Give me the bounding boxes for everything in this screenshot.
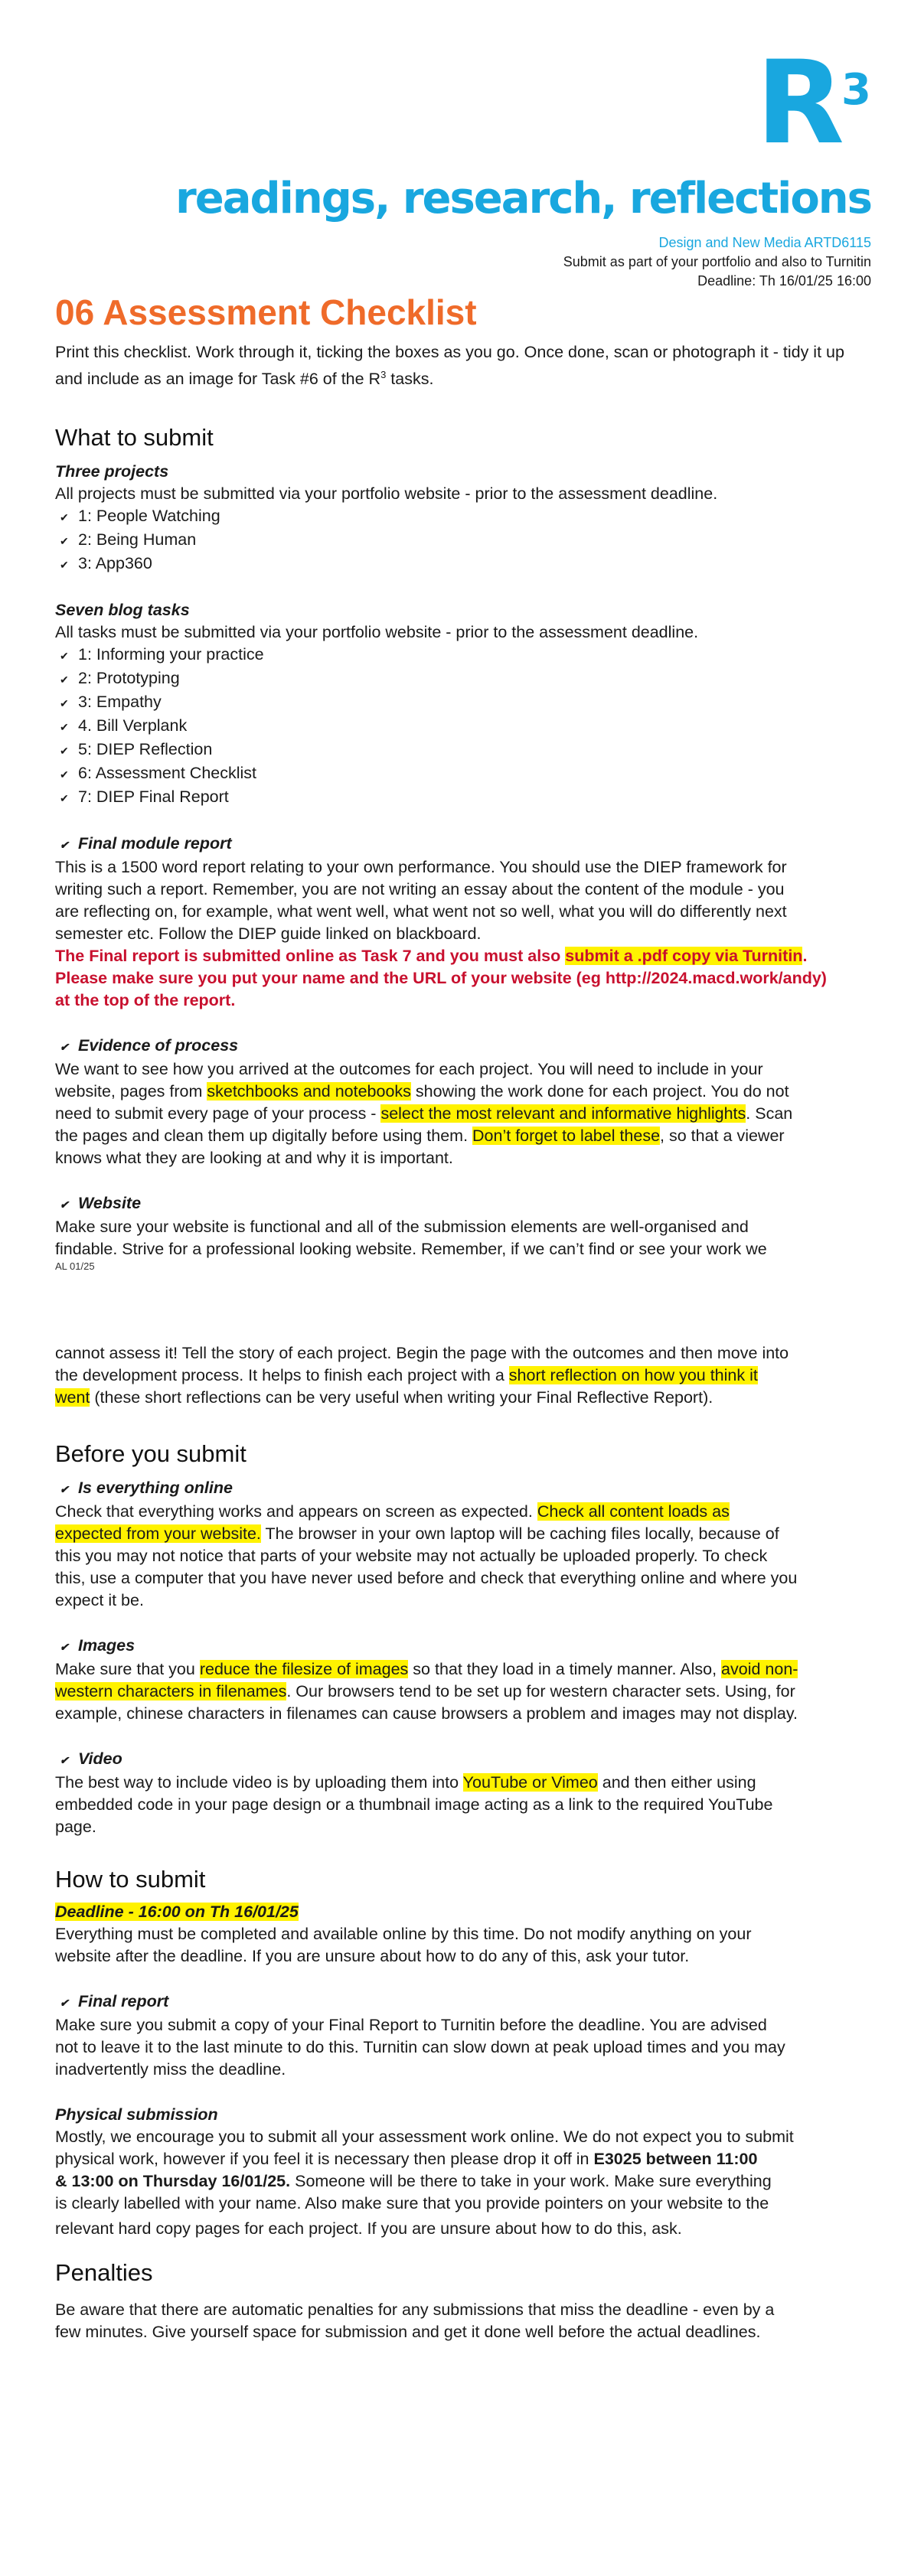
video-text: and then either using	[597, 1773, 756, 1792]
before-section	[55, 1439, 856, 1838]
highlight: sketchbooks and notebooks	[207, 1082, 411, 1101]
physical-text: physical work, however if you feel it is necessary then please drop it off in	[55, 2150, 594, 2168]
evidence-line: We want to see how you arrived at the outcomes for each project. You will need to include in your	[55, 1060, 763, 1078]
images-line: example, chinese characters in filenames can cause browsers a problem and images may not display.	[55, 1704, 798, 1723]
evidence-text: website, pages from	[55, 1082, 207, 1101]
blog-item[interactable]: ✔ 3: Empathy	[55, 691, 856, 715]
projects-title: Three projects	[55, 462, 169, 481]
course-name: Design and New Media ARTD6115	[658, 235, 871, 250]
physical-bold: & 13:00 on Thursday 16/01/25.	[55, 2172, 291, 2190]
highlight: western characters in filenames	[55, 1682, 287, 1700]
deadline-label: Deadline - 16:00 on Th 16/01/25	[55, 1903, 299, 1921]
project-item[interactable]: ✔ 2: Being Human	[55, 529, 856, 553]
blog-title: Seven blog tasks	[55, 601, 190, 619]
intro-sup: 3	[380, 369, 387, 380]
blog-item[interactable]: ✔ 2: Prototyping	[55, 667, 856, 691]
highlight: short reflection on how you think it	[508, 1366, 758, 1384]
report-notice: The Final report is submitted online as Task 7 and you must also	[55, 947, 566, 965]
website-line: Make sure your website is functional and all of the submission elements are well-organised and	[55, 1218, 749, 1236]
deadline-line: Deadline: Th 16/01/25 16:00	[697, 273, 871, 289]
evidence-text: need to submit every page of your process -	[55, 1104, 381, 1123]
blog-item[interactable]: ✔ 4. Bill Verplank	[55, 715, 856, 739]
evidence-line: knows what they are looking at and why it is important.	[55, 1149, 453, 1167]
physical-title: Physical submission	[55, 2105, 218, 2124]
images-text: so that they load in a timely manner. Also,	[408, 1660, 722, 1678]
blog-item[interactable]: ✔ 7: DIEP Final Report	[55, 786, 856, 810]
online-line: this, use a computer that you have never used before and check that everything online and where you	[55, 1569, 798, 1587]
turnitin-highlight: submit a .pdf copy via Turnitin	[565, 947, 803, 965]
highlight: Check all content loads as	[537, 1502, 730, 1521]
images-text: Make sure that you	[55, 1660, 200, 1678]
blog-desc: All tasks must be submitted via your portfolio website - prior to the assessment deadline.	[55, 623, 699, 641]
penalties-line: Be aware that there are automatic penalties for any submissions that miss the deadline - even by a	[55, 2300, 775, 2319]
intro	[55, 341, 856, 390]
project-item[interactable]: ✔ 1: People Watching	[55, 505, 856, 529]
website-continued	[55, 1342, 856, 1409]
report-notice: at the top of the report.	[55, 991, 236, 1009]
blog-item[interactable]: ✔ 1: Informing your practice	[55, 644, 856, 667]
final-report-submit-check[interactable]: ✔ Final report	[55, 1991, 856, 2014]
evidence-text: the pages and clean them up digitally before using them.	[55, 1127, 473, 1145]
blog-item[interactable]: ✔ 5: DIEP Reflection	[55, 739, 856, 762]
intro-text: Print this checklist. Work through it, ticking the boxes as you go. Once done, scan or photograph it - tidy it up and include as an image for Task #6 of the R	[55, 343, 844, 389]
report-line: are reflecting on, for example, what went well, what went not so well, what you will do differently next	[55, 902, 787, 921]
images-check[interactable]: ✔ Images	[55, 1635, 856, 1658]
what-section	[55, 422, 856, 1272]
highlight: avoid non-	[721, 1660, 798, 1678]
page-title: 06 Assessment Checklist	[55, 292, 477, 332]
physical-bold: E3025 between 11:00	[593, 2150, 758, 2168]
project-item[interactable]: ✔ 3: App360	[55, 553, 856, 576]
website-text: the development process. It helps to finish each project with a	[55, 1366, 509, 1384]
highlight: reduce the filesize of images	[199, 1660, 409, 1678]
footer-mark: AL 01/25	[55, 1260, 95, 1272]
physical-line: relevant hard copy pages for each project. If you are unsure about how to do this, ask.	[55, 2219, 682, 2238]
course-meta	[175, 233, 871, 291]
physical-line: is clearly labelled with your name. Also make sure that you provide pointers on your website to the	[55, 2194, 769, 2212]
report-notice: Please make sure you put your name and the URL of your website (eg http://2024.macd.work/andy)	[55, 969, 827, 987]
website-text: (these short reflections can be very useful when writing your Final Reflective Report).	[90, 1388, 713, 1407]
title-block	[55, 291, 856, 334]
video-line: page.	[55, 1818, 96, 1836]
final-report-line: inadvertently miss the deadline.	[55, 2060, 286, 2079]
online-line: this you may not notice that parts of your website may not actually be uploaded properly. To check	[55, 1547, 768, 1565]
report-line: writing such a report. Remember, you are not writing an essay about the content of the module - you	[55, 880, 785, 898]
logo-letter: R	[756, 37, 842, 170]
highlight: Don’t forget to label these	[472, 1127, 661, 1145]
highlight: YouTube or Vimeo	[462, 1773, 598, 1792]
physical-text: Someone will be there to take in your work. Make sure everything	[290, 2172, 772, 2190]
penalties-section	[55, 2258, 856, 2343]
penalties-line: few minutes. Give yourself space for submission and get it done well before the actual deadlines.	[55, 2323, 761, 2341]
logo-tagline: readings, research, reflections	[175, 174, 871, 223]
header	[175, 37, 871, 291]
website-line: findable. Strive for a professional looking website. Remember, if we can’t find or see your work we	[55, 1240, 767, 1258]
video-check[interactable]: ✔ Video	[55, 1748, 856, 1772]
website-check[interactable]: ✔ Website	[55, 1192, 856, 1216]
evidence-check[interactable]: ✔ Evidence of process	[55, 1035, 856, 1058]
final-report-check[interactable]: ✔ Final module report	[55, 833, 856, 856]
online-line: expect it be.	[55, 1591, 144, 1609]
blog-item[interactable]: ✔ 6: Assessment Checklist	[55, 762, 856, 786]
how-section	[55, 1864, 856, 2240]
highlight: select the most relevant and informative highlights	[380, 1104, 746, 1123]
evidence-text: , so that a viewer	[660, 1127, 785, 1145]
final-report-line: Make sure you submit a copy of your Final Report to Turnitin before the deadline. You are advised	[55, 2016, 767, 2034]
intro-end: tasks.	[386, 370, 434, 389]
report-line: This is a 1500 word report relating to your own performance. You should use the DIEP framework for	[55, 858, 787, 876]
online-check[interactable]: ✔ Is everything online	[55, 1477, 856, 1501]
online-text: Check that everything works and appears on screen as expected.	[55, 1502, 537, 1521]
how-heading: How to submit	[55, 1866, 206, 1893]
report-line: semester etc. Follow the DIEP guide linked on blackboard.	[55, 924, 482, 943]
final-report-line: not to leave it to the last minute to do this. Turnitin can slow down at peak upload times and you may	[55, 2038, 785, 2056]
deadline-line: Everything must be completed and available online by this time. Do not modify anything on your	[55, 1925, 752, 1943]
website-line: cannot assess it! Tell the story of each project. Begin the page with the outcomes and then move into	[55, 1344, 789, 1362]
highlight: expected from your website.	[55, 1524, 261, 1543]
what-heading: What to submit	[55, 424, 214, 451]
video-line: embedded code in your page design or a thumbnail image acting as a link to the required YouTube	[55, 1795, 773, 1814]
submit-line: Submit as part of your portfolio and also to Turnitin	[563, 254, 871, 269]
evidence-text: showing the work done for each project. You do not	[410, 1082, 789, 1101]
online-text: The browser in your own laptop will be caching files locally, because of	[260, 1524, 779, 1543]
penalties-heading: Penalties	[55, 2259, 153, 2286]
deadline-line: website after the deadline. If you are unsure about how to do any of this, ask your tutor.	[55, 1947, 690, 1965]
logo	[175, 37, 871, 178]
before-heading: Before you submit	[55, 1440, 247, 1467]
logo-superscript: 3	[841, 65, 871, 115]
physical-line: Mostly, we encourage you to submit all your assessment work online. We do not expect you to submit	[55, 2128, 794, 2146]
highlight: went	[55, 1388, 90, 1407]
punct: .	[802, 947, 808, 965]
video-text: The best way to include video is by uploading them into	[55, 1773, 463, 1792]
evidence-text: . Scan	[746, 1104, 793, 1123]
images-text: . Our browsers tend to be set up for western character sets. Using, for	[286, 1682, 795, 1700]
projects-desc: All projects must be submitted via your portfolio website - prior to the assessment deadline.	[55, 484, 718, 503]
